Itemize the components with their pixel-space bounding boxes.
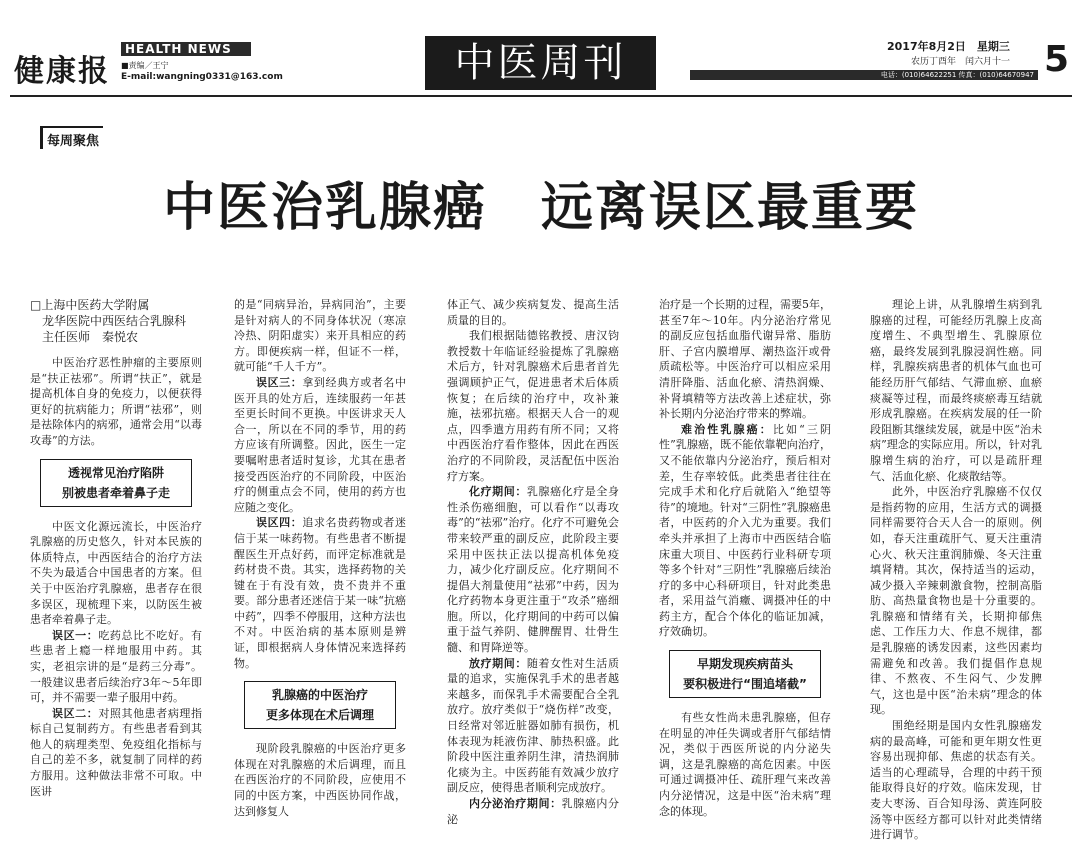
- paragraph: [447, 796, 619, 827]
- section-tag: 每周聚焦: [40, 126, 103, 149]
- paragraph: [234, 375, 406, 515]
- paragraph: 治疗是一个长期的过程，需要5年，甚至7年～10年。内分泌治疗常见的副反应包括血脂代谢异常、脂肪肝、子宫内膜增厚、潮热盗汗或骨质疏松等。中医治疗可以相应采用清肝降脂、活血化瘀、清热润燥、补肾填精等方法改善上述症状，弥补长期内分泌治疗带来的弊端。: [659, 298, 831, 421]
- byline-line: □上海中医药大学附属: [30, 298, 150, 312]
- lunar-date: 农历丁酉年 闰六月十一: [911, 57, 1011, 67]
- paragraph-label: 放疗期间：: [469, 656, 527, 670]
- paragraph: 围绝经期是国内女性乳腺癌发病的最高峰，可能和更年期女性更容易出现抑郁、焦虑的状态有关。适当的心理疏导，合理的中药干预能取得良好的疗效。临床发现，甘麦大枣汤、百合知母汤、黄连阿胶汤等中医经方都可以针对此类情绪进行调节。: [870, 719, 1042, 842]
- column-1: [30, 297, 202, 799]
- paragraph: 体正气、减少疾病复发、提高生活质量的目的。: [447, 298, 619, 327]
- subhead-box-2: [244, 681, 396, 729]
- editor-credit: ■责编／王宁: [121, 61, 169, 70]
- issue-date: 2017年8月2日 星期三: [887, 40, 1010, 53]
- paragraph: [659, 422, 831, 640]
- subhead-box-1: [40, 459, 192, 507]
- weekly-title: 中医周刊: [425, 36, 656, 90]
- column-2: [234, 297, 406, 819]
- paragraph: [234, 515, 406, 671]
- column-5: [870, 297, 1042, 843]
- section-en-label: HEALTH NEWS: [121, 42, 251, 56]
- paragraph: [447, 484, 619, 656]
- intro-paragraph: 中医治疗恶性肿瘤的主要原则是“扶正祛邪”。所谓“扶正”，就是提高机体自身的免疫力，以便获得更好的抗病能力；所谓“祛邪”，则是祛除体内的病邪，通常会用“以毒攻毒”的方法。: [30, 356, 202, 447]
- paragraph: 现阶段乳腺癌的中医治疗更多体现在对乳腺癌的术后调理，而且在西医治疗的不同阶段，应使用不同的中医方案，中西医协同作战，达到修复人: [234, 742, 406, 818]
- paragraph-text: 对照其他患者病理指标自己复制药方。有些患者看到其他人的病理类型、免疫组化指标与自己的差不多，就复制了同样的药方服用。这种做法非常不可取。中医讲: [30, 706, 203, 798]
- subhead-line: 透视常见治疗陷阱: [67, 465, 164, 480]
- paragraph: [30, 628, 202, 706]
- paragraph: [447, 656, 619, 796]
- paragraph: 的是“同病异治，异病同治”，主要是针对病人的不同身体状况（寒凉冷热、阴阳虚实）来开具相应的药方。即便疾病一样，但证不一样，就可能“千人千方”。: [234, 298, 406, 374]
- column-4: [659, 297, 831, 819]
- page-number: 5: [1044, 39, 1070, 80]
- paragraph-text: 吃药总比不吃好。有些患者上瘾一样地服用中药。其实，老祖宗讲的是“是药三分毒”。一般建议患者后续治疗3年～5年即可，并不需要一辈子服用中药。: [30, 628, 203, 705]
- subhead-box-3: [669, 650, 821, 698]
- paragraph-label: 误区四：: [256, 516, 303, 530]
- paragraph: 中医文化源远流长，中医治疗乳腺癌的历史悠久，针对本民族的体质特点，中西医结合的治疗方法不失为最适合中国患者的方案。但关于中医治疗乳腺癌，患者存在很多误区，现梳理下来，以防医生被患者牵着鼻子走。: [30, 519, 202, 627]
- paragraph-text: 乳腺癌化疗是全身性杀伤癌细胞，可以看作“以毒攻毒”的“祛邪”治疗。化疗不可避免会带来较严重的副反应，此阶段主要采用中医扶正法以提高机体免疫力，减少化疗副反应。化疗期间不提倡大剂量使用“祛邪”中药，因为化疗药物本身更注重于“攻杀”癌细胞。所以，化疗期间的中药可以偏重于益气养阴、健脾醒胃、壮骨生髓、和胃降逆等。: [447, 485, 620, 655]
- paragraph-label: 误区二：: [52, 706, 99, 720]
- subhead-line: 早期发现疾病苗头: [696, 657, 793, 672]
- masthead-logo: 健康报: [14, 54, 110, 89]
- paragraph-label: 误区三：: [256, 375, 303, 389]
- contact-bar: [690, 70, 1038, 80]
- paragraph-label: 内分泌治疗期间：: [469, 797, 562, 810]
- paragraph-text: 乳腺癌内分泌: [447, 797, 620, 826]
- paragraph-text: 拿到经典方或者名中医开具的处方后，连续服药一年甚至更长时间不更换。中医讲求天人合一，所以在不同的季节，用的药方应该有所调整。因此，医生一定要嘱咐患者适时复诊，尤其在患者接受西医治疗的不同阶段，中医治疗的侧重点会不同，使用的药方也应随之变化。: [234, 375, 407, 514]
- byline-line: 龙华医院中西医结合乳腺科: [42, 314, 187, 328]
- column-3: [447, 297, 619, 827]
- paragraph: [30, 706, 202, 800]
- editor-email: E-mail:wangning0331@163.com: [121, 72, 283, 82]
- paragraph-label: 误区一：: [52, 628, 99, 642]
- paragraph: 理论上讲，从乳腺增生病到乳腺癌的过程，可能经历乳腺上皮高度增生、不典型增生、乳腺原位癌，最终发展到乳腺浸润性癌。同样，乳腺疾病患者的机体气血也可能经历肝气郁结、气滞血瘀、血瘀痰凝等过程，而最终痰瘀毒互结就形成乳腺癌。在疾病发展的任一阶段阻断其继续发展，就是中医“治未病”理念的实际应用。所以，针对乳腺增生病的治疗，可以是疏肝理气、活血化瘀、化痰散结等。: [870, 298, 1042, 483]
- paragraph-label: 难治性乳腺癌：: [681, 422, 773, 436]
- subhead-line: 别被患者牵着鼻子走: [61, 485, 170, 500]
- paragraph: 我们根据陆德铭教授、唐汉钧教授数十年临证经验提炼了乳腺癌术后方，针对乳腺癌术后患者首先强调顾护正气，促进患者术后体质恢复；在后续的治疗中，攻补兼施，祛邪抗癌。根据天人合一的观点，四季遣方用药有所不同；又将中西医治疗看作整体，因此在西医治疗的不同阶段，灵活配伍中医治疗方案。: [447, 329, 619, 483]
- paragraph: 此外，中医治疗乳腺癌不仅仅是指药物的应用，生活方式的调摄同样需要符合天人合一的原则。例如，春天注重疏肝气、夏天注重清心火、秋天注重润肺燥、冬天注重填肾精。其次，保持适当的运动，减少摄入辛辣刺激食物，控制高脂肪、高热量食物也是十分重要的。乳腺癌和情绪有关，长期抑郁焦虑、工作压力大、作息不规律，都是乳腺癌的诱发因素，这些因素均需避免和改善。我们提倡作息规律、不熬夜、不生闷气、少发脾气，这也是中医“治未病”理念的体现。: [870, 485, 1042, 717]
- contact-text: 电话：(010)64622251 传真：(010)64670947: [880, 71, 1034, 79]
- top-rule: [10, 95, 1072, 97]
- paragraph-label: 化疗期间：: [469, 485, 527, 499]
- byline: [30, 297, 202, 345]
- subhead-line: 更多体现在术后调理: [265, 708, 374, 723]
- paragraph-text: 比如“三阴性”乳腺癌，既不能依靠靶向治疗，又不能依靠内分泌治疗，预后相对差，生存率较低。此类患者往往在完成手术和化疗后就陷入“绝望等待”的境地。针对“三阴性”乳腺癌患者，中医药的介入尤为重要。我们牵头并承担了上海市中西医结合临床重大项目、中医药行业科研专项等多个针对“三阴性”乳腺癌后续治疗的多中心科研项目，针对此类患者，采用益气消癥、调摄冲任的中药主方，配合个体化的临证加减，疗效确切。: [659, 422, 831, 639]
- paragraph-text: 随着女性对生活质量的追求，实施保乳手术的患者越来越多，而保乳手术需要配合全乳放疗。放疗类似于“烧伤样”改变，日经常对邻近脏器如肺有损伤，机体表现为耗液伤津、肺热积盛。此阶段中医注重养阴生津，清热润肺化痰为主。中医药能有效减少放疗副反应，使得患者顺利完成放疗。: [447, 656, 620, 795]
- headline: 中医治乳腺癌 远离误区最重要: [162, 178, 919, 238]
- subhead-line: 乳腺癌的中医治疗: [271, 688, 368, 703]
- paragraph: 有些女性尚未患乳腺癌，但存在明显的冲任失调或者肝气郁结情况，类似于西医所说的内分泌失调，这是乳腺癌的高危因素。中医可通过调摄冲任、疏肝理气来改善内分泌情况，这是中医“治未病”理念的体现。: [659, 711, 831, 818]
- subhead-line: 要积极进行“围追堵截”: [683, 677, 807, 692]
- paragraph-text: 追求名贵药物或者迷信于某一味药物。有些患者不断提醒医生开点好药，而评定标准就是药材贵不贵。其实，选择药物的关键在于有没有效，贵不贵并不重要。部分患者还迷信于某一味“抗癌中药”，四季不停服用，这种方法也不对。中医治病的基本原则是辨证，即根据病人身体情况来选择药物。: [234, 516, 407, 670]
- byline-line: 主任医师 秦悦农: [42, 330, 139, 344]
